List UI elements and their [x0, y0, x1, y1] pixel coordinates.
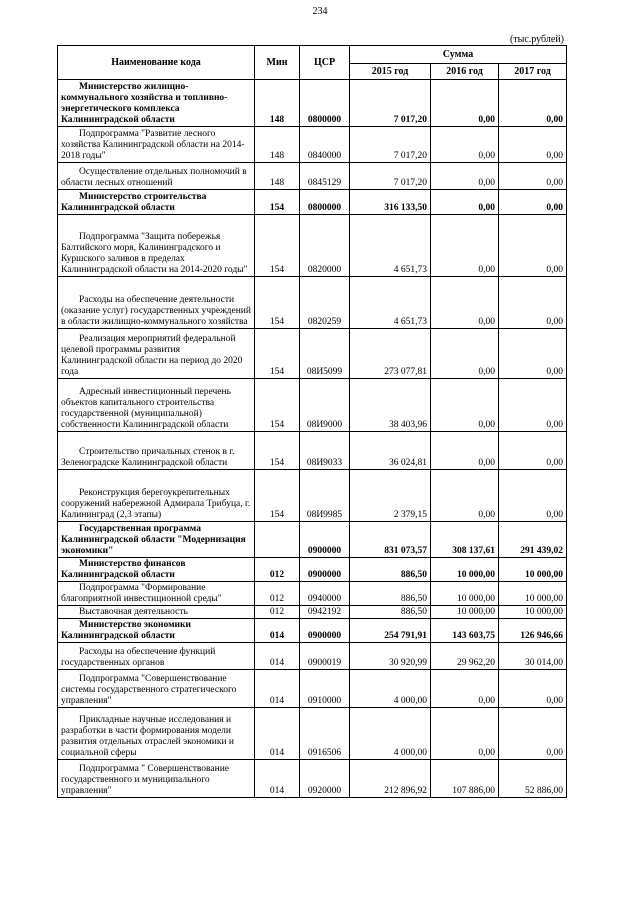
row-name: Прикладные научные исследования и разработки в части формирования модели развития отдельных отраслей экономики и социальной сферы: [58, 708, 255, 760]
row-csr: 08И9000: [300, 379, 350, 432]
table-row: [58, 670, 567, 708]
table-row: [58, 432, 567, 470]
row-2016: 308 137,61: [431, 522, 499, 558]
header-sum: Сумма: [350, 46, 567, 64]
row-2015: 7 017,20: [350, 127, 431, 163]
header-2016: 2016 год: [431, 64, 499, 80]
row-csr: 0820000: [300, 215, 350, 277]
row-csr: 0920000: [300, 760, 350, 798]
row-name: Реконструкция берегоукрепительных сооружений набережной Адмирала Трибуца, г. Калининград (2,3 этапы): [58, 470, 255, 522]
row-2015: 36 024,81: [350, 432, 431, 470]
row-min: [255, 522, 300, 558]
row-csr: 0845129: [300, 163, 350, 190]
row-name: Министерство финансов Калининградской области: [58, 558, 255, 582]
row-csr: 0800000: [300, 190, 350, 215]
row-csr: 0940000: [300, 582, 350, 606]
row-2017: 10 000,00: [499, 582, 567, 606]
row-2016: 10 000,00: [431, 606, 499, 619]
row-2016: 0,00: [431, 277, 499, 329]
row-2015: 30 920,99: [350, 643, 431, 670]
table-row: [58, 619, 567, 643]
row-2015: 4 651,73: [350, 215, 431, 277]
row-name: Подпрограмма "Формирование благоприятной инвестиционной среды": [58, 582, 255, 606]
table-row: [58, 277, 567, 329]
row-2016: 107 886,00: [431, 760, 499, 798]
row-2017: 52 886,00: [499, 760, 567, 798]
row-2017: 0,00: [499, 670, 567, 708]
row-min: 154: [255, 432, 300, 470]
row-2015: 831 073,57: [350, 522, 431, 558]
row-min: 154: [255, 470, 300, 522]
row-2015: 4 000,00: [350, 670, 431, 708]
table-row: [58, 80, 567, 127]
row-min: 014: [255, 708, 300, 760]
row-name: Подпрограмма "Защита побережья Балтийского моря, Калининградского и Куршского заливов в пределах Калининградской области на 2014-2020 годы": [58, 215, 255, 277]
row-2017: 10 000,00: [499, 558, 567, 582]
row-min: 154: [255, 379, 300, 432]
row-csr: 08И9033: [300, 432, 350, 470]
row-2015: 886,50: [350, 558, 431, 582]
row-2017: 0,00: [499, 708, 567, 760]
row-2017: 0,00: [499, 432, 567, 470]
row-csr: 0820259: [300, 277, 350, 329]
row-min: 154: [255, 277, 300, 329]
row-name: Расходы на обеспечение функций государственных органов: [58, 643, 255, 670]
row-csr: 0840000: [300, 127, 350, 163]
row-2015: 273 077,81: [350, 329, 431, 379]
header-2015: 2015 год: [350, 64, 431, 80]
row-csr: 0900019: [300, 643, 350, 670]
row-name: Подпрограмма " Совершенствование государственного и муниципального управления": [58, 760, 255, 798]
row-2016: 0,00: [431, 470, 499, 522]
row-name: Министерство экономики Калининградской области: [58, 619, 255, 643]
row-csr: 0910000: [300, 670, 350, 708]
budget-table: [57, 45, 567, 798]
row-2016: 0,00: [431, 163, 499, 190]
row-min: 014: [255, 643, 300, 670]
row-csr: 0800000: [300, 80, 350, 127]
table-row: [58, 329, 567, 379]
row-min: 148: [255, 127, 300, 163]
table-row: [58, 558, 567, 582]
row-2017: 0,00: [499, 80, 567, 127]
row-min: 154: [255, 329, 300, 379]
table-row: [58, 582, 567, 606]
row-2016: 0,00: [431, 80, 499, 127]
header-min: Мин: [255, 46, 300, 80]
row-csr: 0900000: [300, 522, 350, 558]
row-name: Реализация мероприятий федеральной целевой программы развития Калининградской области на период до 2020 года: [58, 329, 255, 379]
table-row: [58, 379, 567, 432]
table-row: [58, 470, 567, 522]
table-row: [58, 522, 567, 558]
row-name: Осуществление отдельных полномочий в области лесных отношений: [58, 163, 255, 190]
row-2015: 38 403,96: [350, 379, 431, 432]
row-2017: 0,00: [499, 127, 567, 163]
row-2017: 0,00: [499, 277, 567, 329]
table-row: [58, 190, 567, 215]
row-name: Государственная программа Калининградской области "Модернизация экономики": [58, 522, 255, 558]
page-number: 234: [312, 6, 328, 17]
row-csr: 0916506: [300, 708, 350, 760]
row-2015: 4 000,00: [350, 708, 431, 760]
row-csr: 08И9985: [300, 470, 350, 522]
row-2015: 7 017,20: [350, 80, 431, 127]
table-row: [58, 127, 567, 163]
row-2015: 7 017,20: [350, 163, 431, 190]
row-name: Подпрограмма "Совершенствование системы государственного стратегического управления": [58, 670, 255, 708]
row-name: Строительство причальных стенок в г. Зеленоградске Калининградской области: [58, 432, 255, 470]
row-min: 014: [255, 760, 300, 798]
table-row: [58, 163, 567, 190]
row-2016: 0,00: [431, 670, 499, 708]
row-min: 012: [255, 606, 300, 619]
row-2017: 0,00: [499, 379, 567, 432]
row-min: 014: [255, 670, 300, 708]
row-csr: 08И5099: [300, 329, 350, 379]
row-name: Расходы на обеспечение деятельности (оказание услуг) государственных учреждений в области жилищно-коммунального хозяйства: [58, 277, 255, 329]
row-csr: 0900000: [300, 619, 350, 643]
row-2016: 0,00: [431, 127, 499, 163]
row-2017: 0,00: [499, 190, 567, 215]
row-min: 012: [255, 582, 300, 606]
row-2017: 0,00: [499, 215, 567, 277]
row-2017: 126 946,66: [499, 619, 567, 643]
row-min: 148: [255, 163, 300, 190]
row-name: Подпрограмма "Развитие лесного хозяйства Калининградской области на 2014-2018 годы": [58, 127, 255, 163]
row-2017: 0,00: [499, 470, 567, 522]
row-2016: 0,00: [431, 432, 499, 470]
row-2016: 10 000,00: [431, 582, 499, 606]
row-2015: 254 791,91: [350, 619, 431, 643]
row-min: 154: [255, 190, 300, 215]
row-2016: 0,00: [431, 708, 499, 760]
row-2016: 0,00: [431, 190, 499, 215]
header-csr: ЦСР: [300, 46, 350, 80]
row-2017: 0,00: [499, 163, 567, 190]
row-2015: 212 896,92: [350, 760, 431, 798]
row-2017: 291 439,02: [499, 522, 567, 558]
row-min: 148: [255, 80, 300, 127]
row-name: Министерство строительства Калининградской области: [58, 190, 255, 215]
row-2016: 0,00: [431, 329, 499, 379]
row-2017: 0,00: [499, 329, 567, 379]
row-2015: 2 379,15: [350, 470, 431, 522]
row-2015: 316 133,50: [350, 190, 431, 215]
row-2016: 143 603,75: [431, 619, 499, 643]
table-row: [58, 643, 567, 670]
table-row: [58, 606, 567, 619]
row-2016: 0,00: [431, 215, 499, 277]
row-2016: 29 962,20: [431, 643, 499, 670]
table-row: [58, 708, 567, 760]
units-label: (тыс.рублей): [509, 34, 564, 45]
row-2015: 4 651,73: [350, 277, 431, 329]
row-min: 012: [255, 558, 300, 582]
row-2017: 30 014,00: [499, 643, 567, 670]
header-name: Наименование кода: [58, 46, 255, 80]
table-header-row: [58, 46, 567, 64]
row-csr: 0942192: [300, 606, 350, 619]
row-2017: 10 000,00: [499, 606, 567, 619]
row-csr: 0900000: [300, 558, 350, 582]
table-row: [58, 215, 567, 277]
row-name: Министерство жилищно-коммунального хозяйства и топливно-энергетического комплекса Калининградской области: [58, 80, 255, 127]
row-2016: 10 000,00: [431, 558, 499, 582]
row-2015: 886,50: [350, 582, 431, 606]
header-2017: 2017 год: [499, 64, 567, 80]
row-name: Адресный инвестиционный перечень объектов капитального строительства государственной (муниципальной) собственности Калининградской области: [58, 379, 255, 432]
row-min: 154: [255, 215, 300, 277]
row-2016: 0,00: [431, 379, 499, 432]
row-min: 014: [255, 619, 300, 643]
table-row: [58, 760, 567, 798]
row-2015: 886,50: [350, 606, 431, 619]
row-name: Выставочная деятельность: [58, 606, 255, 619]
